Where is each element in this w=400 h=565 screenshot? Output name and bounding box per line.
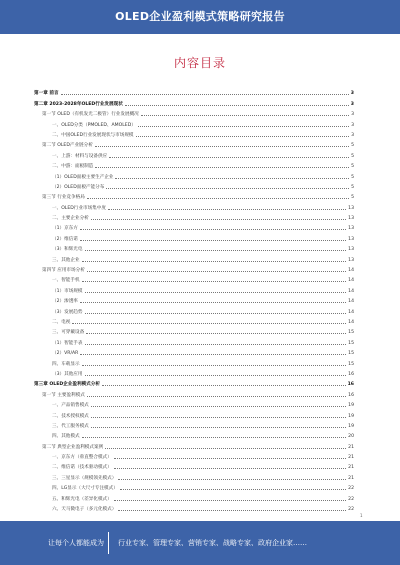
toc-entry-title: （2）维信诺 xyxy=(52,236,78,242)
toc-entry-title: （1）京东方 xyxy=(52,226,78,232)
toc-leader-dots xyxy=(91,416,346,418)
toc-entry-page: 15 xyxy=(348,340,354,346)
toc-leader-dots xyxy=(61,93,349,95)
toc-entry[interactable] xyxy=(34,377,354,387)
toc-entry-title: （3）发展趋势 xyxy=(52,309,83,315)
toc-entry-page: 13 xyxy=(348,236,354,242)
toc-leader-dots xyxy=(118,509,346,511)
toc-entry-title: （1）OLED面板主要生产企业 xyxy=(52,174,114,180)
toc-entry[interactable] xyxy=(34,387,354,397)
toc-entry-page: 15 xyxy=(348,330,354,336)
toc-leader-dots xyxy=(72,322,346,324)
toc-entry-page: 3 xyxy=(351,112,354,118)
toc-leader-dots xyxy=(95,166,349,168)
toc-entry-page: 21 xyxy=(348,455,354,461)
toc-entry-page: 3 xyxy=(350,91,354,97)
footer-tagline: 行业专家、管理专家、营销专家、战略专家、政府企业家…… xyxy=(118,539,307,547)
toc-entry-page: 21 xyxy=(348,475,354,481)
toc-entry[interactable] xyxy=(34,491,354,501)
toc-leader-dots xyxy=(95,145,349,147)
toc-entry-page: 13 xyxy=(348,205,354,211)
toc-entry-page: 3 xyxy=(351,132,354,138)
toc-entry-page: 14 xyxy=(348,268,354,274)
toc-entry[interactable] xyxy=(34,128,354,138)
toc-leader-dots xyxy=(91,218,346,220)
toc-entry[interactable] xyxy=(34,450,354,460)
toc-entry-page: 13 xyxy=(348,247,354,253)
toc-entry-page: 15 xyxy=(348,361,354,367)
toc-entry-page: 3 xyxy=(351,122,354,128)
toc-entry-title: 第一章 前言 xyxy=(34,91,59,97)
toc-entry[interactable] xyxy=(34,398,354,408)
toc-leader-dots xyxy=(87,270,346,272)
toc-entry[interactable] xyxy=(34,439,354,449)
toc-leader-dots xyxy=(114,499,346,501)
toc-entry-title: 一、上游：材料与设备供应 xyxy=(52,153,108,159)
toc-entry[interactable] xyxy=(34,283,354,293)
toc-entry-title: （2）OLED面板产能分布 xyxy=(52,184,105,190)
toc-entry-page: 19 xyxy=(348,403,354,409)
toc-entry-title: 第二节 典型企业盈利模式案例 xyxy=(42,444,104,450)
toc-leader-dots xyxy=(80,353,346,355)
toc-leader-dots xyxy=(85,312,347,314)
toc-entry-page: 5 xyxy=(351,143,354,149)
toc-entry[interactable] xyxy=(34,190,354,200)
toc-entry[interactable] xyxy=(34,294,354,304)
toc-entry[interactable] xyxy=(34,460,354,470)
toc-entry[interactable] xyxy=(34,356,354,366)
toc-entry-page: 22 xyxy=(348,486,354,492)
toc-heading: 内容目录 xyxy=(173,56,226,70)
toc-entry[interactable] xyxy=(34,180,354,190)
toc-leader-dots xyxy=(120,488,346,490)
toc-entry[interactable] xyxy=(34,481,354,491)
toc-entry-page: 5 xyxy=(351,174,354,180)
toc-entry-title: 三、其他企业 xyxy=(52,257,80,263)
report-title: OLED企业盈利模式策略研究报告 xyxy=(115,10,285,23)
toc-leader-dots xyxy=(91,426,346,428)
toc-entry-title: 三、代工服务模式 xyxy=(52,423,89,429)
toc-entry-title: 二、中游：面板制造 xyxy=(52,164,94,170)
toc-entry[interactable] xyxy=(34,325,354,335)
toc-entry-title: 三、三星显示（规模领先模式） xyxy=(52,475,117,481)
toc-entry-page: 14 xyxy=(348,319,354,325)
toc-entry[interactable] xyxy=(34,138,354,148)
toc-entry[interactable] xyxy=(34,304,354,314)
toc-leader-dots xyxy=(82,364,347,366)
toc-leader-dots xyxy=(80,301,346,303)
toc-entry-title: 三、可穿戴设备 xyxy=(52,330,85,336)
toc-entry-page: 14 xyxy=(348,309,354,315)
toc-leader-dots xyxy=(85,291,347,293)
toc-entry-title: 一、京东方（垂直整合模式） xyxy=(52,455,112,461)
toc-entry[interactable] xyxy=(34,273,354,283)
toc-entry-page: 16 xyxy=(348,392,354,398)
toc-leader-dots xyxy=(80,228,346,230)
toc-entry[interactable] xyxy=(34,502,354,512)
toc-entry-page: 21 xyxy=(348,444,354,450)
toc-entry-page: 13 xyxy=(348,216,354,222)
toc-entry[interactable] xyxy=(34,211,354,221)
toc-leader-dots xyxy=(114,467,346,469)
toc-leader-dots xyxy=(82,280,347,282)
toc-entry[interactable] xyxy=(34,200,354,210)
toc-entry-title: 一、智能手机 xyxy=(52,278,80,284)
toc-leader-dots xyxy=(87,395,346,397)
toc-leader-dots xyxy=(82,436,347,438)
toc-entry-title: 四、车载显示 xyxy=(52,361,80,367)
toc-leader-dots xyxy=(105,447,346,449)
toc-entry[interactable] xyxy=(34,408,354,418)
toc-leader-dots xyxy=(138,125,349,127)
toc-entry[interactable] xyxy=(34,315,354,325)
toc-entry[interactable] xyxy=(34,117,354,127)
toc-leader-dots xyxy=(108,208,346,210)
toc-entry-page: 5 xyxy=(351,184,354,190)
toc-entry-title: 五、和辉光电（差异化模式） xyxy=(52,496,112,502)
toc-entry-title: 四、其他模式 xyxy=(52,434,80,440)
toc-entry-page: 5 xyxy=(351,153,354,159)
toc-entry-title: 第二节 OLED产业链分析 xyxy=(42,143,93,149)
toc-entry[interactable] xyxy=(34,231,354,241)
toc-entry-title: 二、技术授权模式 xyxy=(52,413,89,419)
toc-entry-title: 二、维信诺（技术驱动模式） xyxy=(52,465,112,471)
toc-leader-dots xyxy=(106,187,349,189)
toc-entry-page: 19 xyxy=(348,423,354,429)
toc-entry-page: 22 xyxy=(348,496,354,502)
toc-entry-title: 二、中国OLED行业发展现状与市场规模 xyxy=(52,132,134,138)
toc-entry[interactable] xyxy=(34,159,354,169)
toc-entry-title: 第一节 OLED（有机发光二极管）行业发展概况 xyxy=(42,112,139,118)
toc-leader-dots xyxy=(91,405,346,407)
toc-entry-page: 21 xyxy=(348,465,354,471)
toc-entry[interactable] xyxy=(34,221,354,231)
toc-leader-dots xyxy=(85,343,347,345)
toc-entry-title: 一、OLED分类（PMOLED、AMOLED） xyxy=(52,122,136,128)
toc-entry-page: 14 xyxy=(348,288,354,294)
toc-entry-page: 20 xyxy=(348,434,354,440)
toc-entry-title: 第三章 OLED企业盈利模式分析 xyxy=(34,382,100,388)
toc-leader-dots xyxy=(85,249,347,251)
toc-entry[interactable] xyxy=(34,429,354,439)
toc-leader-dots xyxy=(136,135,350,137)
toc-entry[interactable] xyxy=(34,86,354,96)
toc-entry-title: 四、LG显示（大尺寸专注模式） xyxy=(52,486,118,492)
toc-entry-title: 第四节 应用市场分析 xyxy=(42,268,85,274)
toc-entry[interactable] xyxy=(34,419,354,429)
toc-entry-page: 3 xyxy=(350,101,354,107)
toc-entry-title: 第一节 主要盈利模式 xyxy=(42,392,85,398)
toc-entry-page: 19 xyxy=(348,413,354,419)
toc-entry[interactable] xyxy=(34,107,354,117)
toc-leader-dots xyxy=(114,457,346,459)
toc-leader-dots xyxy=(118,478,346,480)
toc-entry-title: 一、产品销售模式 xyxy=(52,403,89,409)
toc-entry-title: 一、OLED行业市场集中度 xyxy=(52,205,106,211)
toc-entry-title: （1）市场规模 xyxy=(52,288,83,294)
page-number: 1 xyxy=(360,513,363,518)
toc-entry[interactable] xyxy=(34,263,354,273)
toc-entry-page: 22 xyxy=(348,507,354,513)
footer-divider xyxy=(108,532,109,554)
toc-entry[interactable] xyxy=(34,367,354,377)
toc-entry-title: 第二章 2023-2028年OLED行业发展现状 xyxy=(34,101,123,107)
toc-entry-title: 二、主要企业分析 xyxy=(52,216,89,222)
toc-leader-dots xyxy=(87,197,349,199)
toc-entry-page: 14 xyxy=(348,299,354,305)
table-of-contents xyxy=(34,86,354,512)
toc-entry-page: 16 xyxy=(347,382,354,388)
toc-entry-title: 二、电视 xyxy=(52,319,71,325)
toc-leader-dots xyxy=(115,177,349,179)
toc-entry-page: 16 xyxy=(348,371,354,377)
toc-entry[interactable] xyxy=(34,96,354,106)
toc-entry[interactable] xyxy=(34,169,354,179)
toc-leader-dots xyxy=(125,104,349,106)
toc-leader-dots xyxy=(82,260,347,262)
toc-entry-page: 13 xyxy=(348,257,354,263)
toc-entry-title: （1）智能手表 xyxy=(52,340,83,346)
toc-entry[interactable] xyxy=(34,242,354,252)
toc-entry[interactable] xyxy=(34,335,354,345)
toc-leader-dots xyxy=(141,114,349,116)
toc-entry-page: 14 xyxy=(348,278,354,284)
toc-entry-title: （2）渗透率 xyxy=(52,299,78,305)
toc-entry[interactable] xyxy=(34,148,354,158)
toc-entry-title: 第三节 行业竞争格局 xyxy=(42,195,85,201)
toc-leader-dots xyxy=(102,384,346,386)
toc-entry[interactable] xyxy=(34,252,354,262)
toc-entry-page: 15 xyxy=(348,351,354,357)
toc-entry-page: 13 xyxy=(348,226,354,232)
toc-leader-dots xyxy=(109,156,349,158)
toc-leader-dots xyxy=(85,374,347,376)
toc-entry-title: （3）其他应用 xyxy=(52,371,83,377)
toc-entry-page: 5 xyxy=(351,195,354,201)
footer-slogan: 让每个人都能成为 xyxy=(48,539,104,547)
toc-entry-title: （2）VR/AR xyxy=(52,351,79,357)
toc-entry-page: 5 xyxy=(351,164,354,170)
toc-entry-title: 六、天马微电子（多元化模式） xyxy=(52,507,117,513)
toc-entry[interactable] xyxy=(34,346,354,356)
toc-entry[interactable] xyxy=(34,470,354,480)
toc-entry-title: （3）和辉光电 xyxy=(52,247,83,253)
toc-leader-dots xyxy=(80,239,346,241)
toc-leader-dots xyxy=(86,332,346,334)
